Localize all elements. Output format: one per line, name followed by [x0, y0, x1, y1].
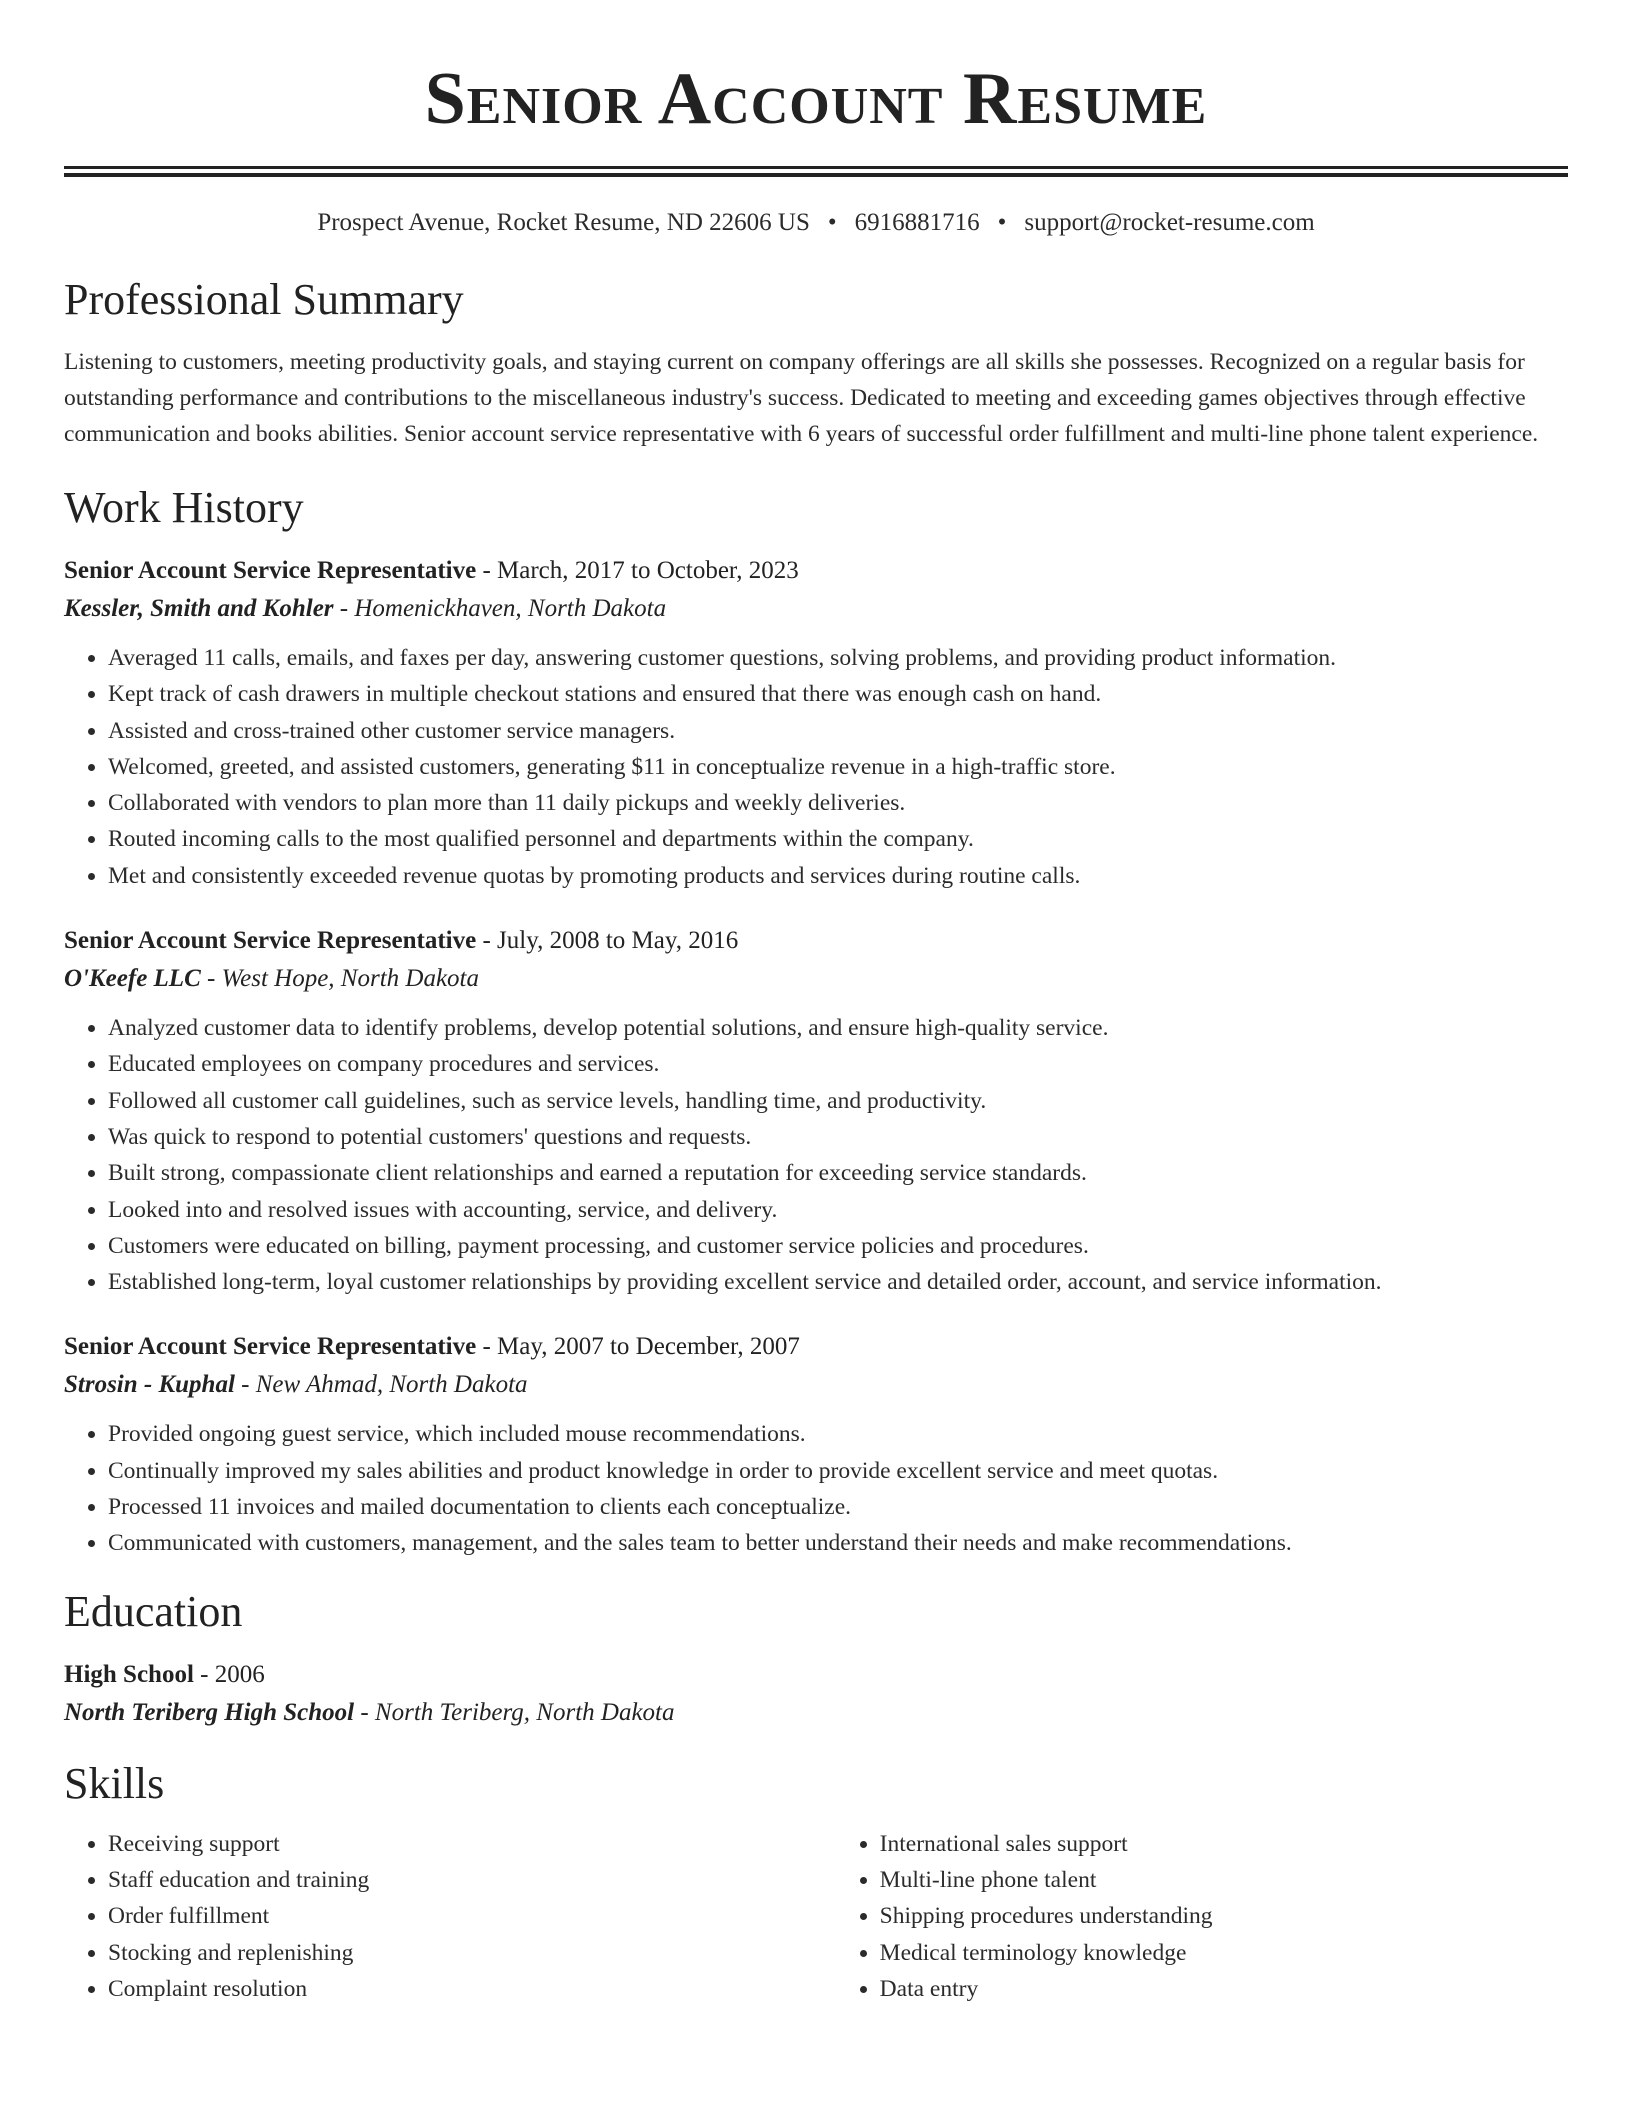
education-school-line [64, 1698, 1568, 1728]
education-degree: High School [64, 1660, 194, 1688]
resume-title: Senior Account Resume [424, 58, 1208, 140]
skills-heading: Skills [64, 1758, 165, 1808]
job-company-line [64, 594, 1568, 624]
list-item: • Customers were educated on billing, payment processing, and customer service policies and procedures. [108, 1228, 1568, 1264]
skills-columns [64, 1826, 1568, 2007]
contact-address: Prospect Avenue, Rocket Resume, ND 22606 US [317, 209, 810, 236]
job-dates: - May, 2007 to December, 2007 [476, 1333, 800, 1361]
education-year: - 2006 [193, 1660, 265, 1688]
list-item: • Kept track of cash drawers in multiple checkout stations and ensured that there was enough cash on hand. [108, 676, 1568, 712]
contact-email: support@rocket-resume.com [1024, 209, 1315, 236]
job-title: Senior Account Service Representative [64, 1333, 477, 1361]
list-item: • Processed 11 invoices and mailed documentation to clients each conceptualize. [108, 1489, 1568, 1525]
job-entry [64, 556, 1568, 894]
job-entry [64, 1332, 1568, 1561]
job-entry [64, 926, 1568, 1300]
list-item: • Analyzed customer data to identify problems, develop potential solutions, and ensure high-quality service. [108, 1010, 1568, 1046]
job-location: - West Hope, North Dakota [200, 965, 479, 993]
list-item: • Was quick to respond to potential customers' questions and requests. [108, 1119, 1568, 1155]
education-school: North Teriberg High School [64, 1698, 355, 1726]
job-duties-list [64, 640, 1568, 894]
list-item: • Established long-term, loyal customer relationships by providing excellent service and detailed order, account, and service information. [108, 1264, 1568, 1300]
education-heading: Education [64, 1586, 243, 1636]
job-company: Kessler, Smith and Kohler [64, 595, 334, 622]
skill-item: • Complaint resolution [108, 1971, 836, 2007]
contact-separator: • [997, 209, 1007, 236]
list-item: • Continually improved my sales abilities and product knowledge in order to provide excellent service and meet quotas. [108, 1453, 1568, 1489]
list-item: • Looked into and resolved issues with accounting, service, and delivery. [108, 1192, 1568, 1228]
skill-item: • Data entry [880, 1971, 1568, 2007]
skills-list-right [836, 1826, 1568, 2007]
list-item: • Averaged 11 calls, emails, and faxes per day, answering customer questions, solving problems, and providing product information. [108, 640, 1568, 676]
skills-list-left [64, 1826, 836, 2007]
skill-item: • Order fulfillment [108, 1898, 836, 1934]
job-company: O'Keefe LLC [64, 965, 201, 993]
job-location: - New Ahmad, North Dakota [234, 1371, 528, 1399]
skill-item: • Shipping procedures understanding [880, 1898, 1568, 1934]
list-item: • Communicated with customers, management, and the sales team to better understand their needs and make recommendations. [108, 1525, 1568, 1561]
summary-heading: Professional Summary [64, 275, 464, 324]
list-item: • Educated employees on company procedures and services. [108, 1046, 1568, 1082]
list-item: • Provided ongoing guest service, which included mouse recommendations. [108, 1416, 1568, 1452]
education-location: - North Teriberg, North Dakota [354, 1698, 675, 1726]
list-item: • Assisted and cross-trained other customer service managers. [108, 713, 1568, 749]
summary-text: Listening to customers, meeting productivity goals, and staying current on company offerings are all skills she possesses. Recognized on a regular basis for outstanding performance and contributions to the miscellaneous industry's success. Dedicated to meeting and exceeding games objectives through effective communication and books abilities. Senior account service representative with 6 years of successful order fulfillment and multi-line phone talent experience. [64, 349, 1539, 447]
skill-item: • Stocking and replenishing [108, 1935, 836, 1971]
skill-item: • Staff education and training [108, 1862, 836, 1898]
work-history-heading: Work History [64, 483, 304, 532]
job-duties-list [64, 1416, 1568, 1561]
job-title-line [64, 1332, 1568, 1362]
list-item: • Collaborated with vendors to plan more than 11 daily pickups and weekly deliveries. [108, 785, 1568, 821]
list-item: • Welcomed, greeted, and assisted customers, generating $11 in conceptualize revenue in a high-traffic store. [108, 749, 1568, 785]
job-duties-list [64, 1010, 1568, 1300]
job-dates: - March, 2017 to October, 2023 [476, 557, 799, 584]
skill-item: • Multi-line phone talent [880, 1862, 1568, 1898]
list-item: • Met and consistently exceeded revenue quotas by promoting products and services during routine calls. [108, 858, 1568, 894]
list-item: • Routed incoming calls to the most qualified personnel and departments within the company. [108, 821, 1568, 857]
job-company: Strosin - Kuphal [64, 1371, 235, 1399]
contact-separator: • [827, 209, 837, 236]
contact-phone: 6916881716 [854, 209, 980, 236]
job-company-line [64, 1370, 1568, 1400]
job-title: Senior Account Service Representative [64, 557, 477, 584]
skill-item: • International sales support [880, 1826, 1568, 1862]
skill-item: • Medical terminology knowledge [880, 1935, 1568, 1971]
education-degree-line [64, 1660, 1568, 1690]
job-title: Senior Account Service Representative [64, 927, 477, 955]
job-title-line [64, 556, 1568, 586]
job-location: - Homenickhaven, North Dakota [333, 595, 667, 622]
job-company-line [64, 964, 1568, 994]
job-title-line [64, 926, 1568, 956]
title-divider [64, 166, 1568, 177]
list-item: • Built strong, compassionate client relationships and earned a reputation for exceeding service standards. [108, 1155, 1568, 1191]
contact-line [64, 210, 1568, 235]
skill-item: • Receiving support [108, 1826, 836, 1862]
job-dates: - July, 2008 to May, 2016 [476, 927, 739, 955]
list-item: • Followed all customer call guidelines, such as service levels, handling time, and productivity. [108, 1083, 1568, 1119]
education-entry [64, 1660, 1568, 1728]
